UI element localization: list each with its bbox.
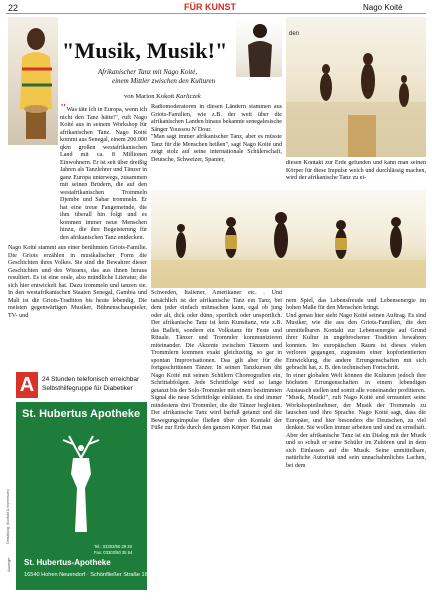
- article-title: "Musik, Musik!": [62, 38, 228, 63]
- pharmacy-ad-header: [16, 372, 147, 400]
- article-subtitle-2: einem Mittler zwischen den Kulturen: [112, 77, 216, 85]
- column-2-bottom-text: Schweden, Italiener, Amerikaner etc. . Und tatsächlich ist der afrikanische Tanz ein Tanz, bei dem jeder einfach mitmachen kann, egal ob jung oder alt, dick oder dünn, sportlich oder unsportlich. Der afrikanische Tanz ist kein Kunsttanz, wie z.B. das Ballett, sondern ein Volkstanz für Feste und Rituale. Tänzer und Trommler kommunizieren miteinander. Die Akzente zwischen Tänzern und Trommlern kommen exakt gleichzeitig, so gar in spontan Improvisationen. Das gilt aber für die fortgeschrittenen Tänzer. In seinen Tanzkursen übt Nago Koité mit seinen Schülern Choreografien ein, Schrittabfolgen. Jede Schrittfolge wird so lange getanzt bis der Solo-Trommler mit einem bestimmten Signal die neue Schrittfolge einläutet. Es sind immer mindestens drei Trommler, die die Tänzer begleiten. Der afrikanische Tanz wird barfuß getanzt und die Bewegungsimpulse fließen über den Kontakt der Füße zur Erde durch den ganzen Körper. Hat man: [151, 290, 282, 431]
- column-1-continued: [8, 150, 147, 366]
- ad-side-credit: Gestaltung: (Kontakt & Impressum): [6, 489, 10, 544]
- ad-line-2: Selbsthilfegruppe für Diabetiker: [42, 385, 133, 392]
- dance-class-photo-wide: [151, 190, 426, 288]
- byline: [124, 93, 201, 100]
- column-3-bottom: [286, 290, 426, 590]
- column-3-top-text: diesen Kontakt zur Erde gefunden und kann man seinen Körper für diese Impulse weich und durchlässig machen, wird der afrikanische Tanz zu ei-: [286, 160, 426, 181]
- column-2-para-1: Radiomoderatoren in diesen Ländern stammen aus Griots-Familien, wie z.B. der weit über die afrikanischen Landen hinaus bekannte senegalesische Sänger Youssou N´Dour.: [151, 104, 282, 133]
- ad-address: 16540 Hohen Neuendorf · Schönfließer Straße 16: [24, 572, 148, 578]
- column-2-para-2: "Man sagt immer afrikanischer Tanz, aber es müsste Tanz für die Menschen heißen", sagt Nago Koité und zeigt stolz auf seine internationale Schülerschaft, Deutsche, Schweizer, Spanier,: [151, 134, 282, 163]
- ad-phone-1: Tel.: 03303/50 29 20: [94, 544, 132, 549]
- column-3-bottom-text: nem Spiel, das Lebensfreude und Lebensenergie im hohen Maße für den Menschen bringt. Und genau hier sieht Nago Koité seinen Auftrag. Es sind Musiker, wie die aus den Griots-Familien, die den unmittelbaren Kontakt zur Lebensenergie auf Grund ihrer Kultur in ungebrochener Tradition bewahren konnten. Im europäischen Raum ist dieses vielen verloren gegangen, zugunsten einer kopforientierten Entwicklung, die andere Errungenschaften mit sich gebracht hat, z. B. den technischen Fortschritt. In einer globalen Welt können die Kulturen jedoch ihre höchsten Errungenschaften in einem lebendigen Austausch stellen und somit alle voneinander profitieren. "Musik, Musik!", ruft Nago Koité und ermuntert seine Workshopteilnehmer, der Musik der Trommeln zu lauschen und ihre Sprache. Nago Koité sagt, dass die Europäer, und hier besonders die Deutschen, zu viel denken. Sie wollen immer arbeiten und sind zu ernsthaft. Aber der afrikanische Tanz ist ein Dialog mit der Musik und so schult er seine Schüler im Zuhören und in dem sich Einlassen auf die Musik. Seine unmittelbare, natürliche Autorität und sein unnachahmliches Lachen, bei dem: [286, 297, 426, 469]
- header-rule: [6, 13, 426, 14]
- byline-prefix: von Marion Kokott: [124, 93, 176, 100]
- dancers-photo-small: [236, 17, 282, 77]
- section-label: FÜR KUNST: [184, 2, 236, 12]
- page-number: 22: [8, 3, 19, 13]
- byline-name: Karliczek: [175, 93, 201, 100]
- pharmacy-a-logo-icon: A: [16, 372, 38, 398]
- ad-brand: St. Hubertus Apotheke: [22, 408, 141, 420]
- article-subtitle-1: Afrikanischer Tanz mit Nago Koité,: [98, 68, 198, 76]
- running-title: Nago Koité: [363, 3, 403, 12]
- drummer-photo: [8, 17, 58, 145]
- pharmacy-ad-main: [16, 402, 147, 590]
- column-2-bottom: [151, 290, 282, 590]
- column-1-para-2: Nago Koité stammt aus einer berühmten Griots-Familie. Die Griots erzählen in musikalischer Form die Geschichten ihres Volkes. Sie sind die Bewahrer dieser Geschichten und des Wissens, das aus ihnen heraus resultiert. Es ist eine orale, also mündliche Literatur, die sich hier entwickelt hat. Dazu trommeln und tanzen sie. In den westafrikanischen Staaten Senegal, Gambia und Mali ist die Griots-Tradition bis heute lebendig. Die meisten gegenwärtigen Musiker, Bühnenschauspieler, TV- und: [8, 245, 147, 319]
- ad-line-1: 24 Stunden telefonisch erreichbar: [42, 376, 140, 383]
- column-1-lead: Was täte ich in Europa, wenn ich nicht den Tanz hätte!", ruft Nago Koité aus in seinem Workshop für afrikanischen Tanz. Nago Koité kommt aus Senegal, einem 200.000 qkm großen westafrikanischen Land mit ca. 8 Millionen Einwohnern. Er ist seit über dreißig Jahren als Tanzlehrer und Tänzer in ganz Europa unterwegs, zusammen mit seinen Brüdern, die auf den westafrikanischen Trommeln Djembe und Sabar trommeln. Er hat eine treue Fangemeinde, die ihm überall hin folgt und es kommen immer neue Menschen hinzu, die ihre Begeisterung für den afrikanischen Tanz entdecken.: [60, 107, 147, 241]
- pharmacy-ad: [8, 372, 147, 590]
- ad-footer-name: St. Hubertus-Apotheke: [24, 558, 111, 567]
- ad-phone-2: Fax: 03303/50 35 54: [94, 550, 133, 555]
- ad-side-label: Anzeige: [6, 557, 11, 572]
- drop-quote: ": [60, 104, 67, 114]
- photo-caption-fragment: den: [289, 31, 300, 37]
- deer-icon: [51, 428, 111, 538]
- dance-class-photo-top: [286, 17, 426, 157]
